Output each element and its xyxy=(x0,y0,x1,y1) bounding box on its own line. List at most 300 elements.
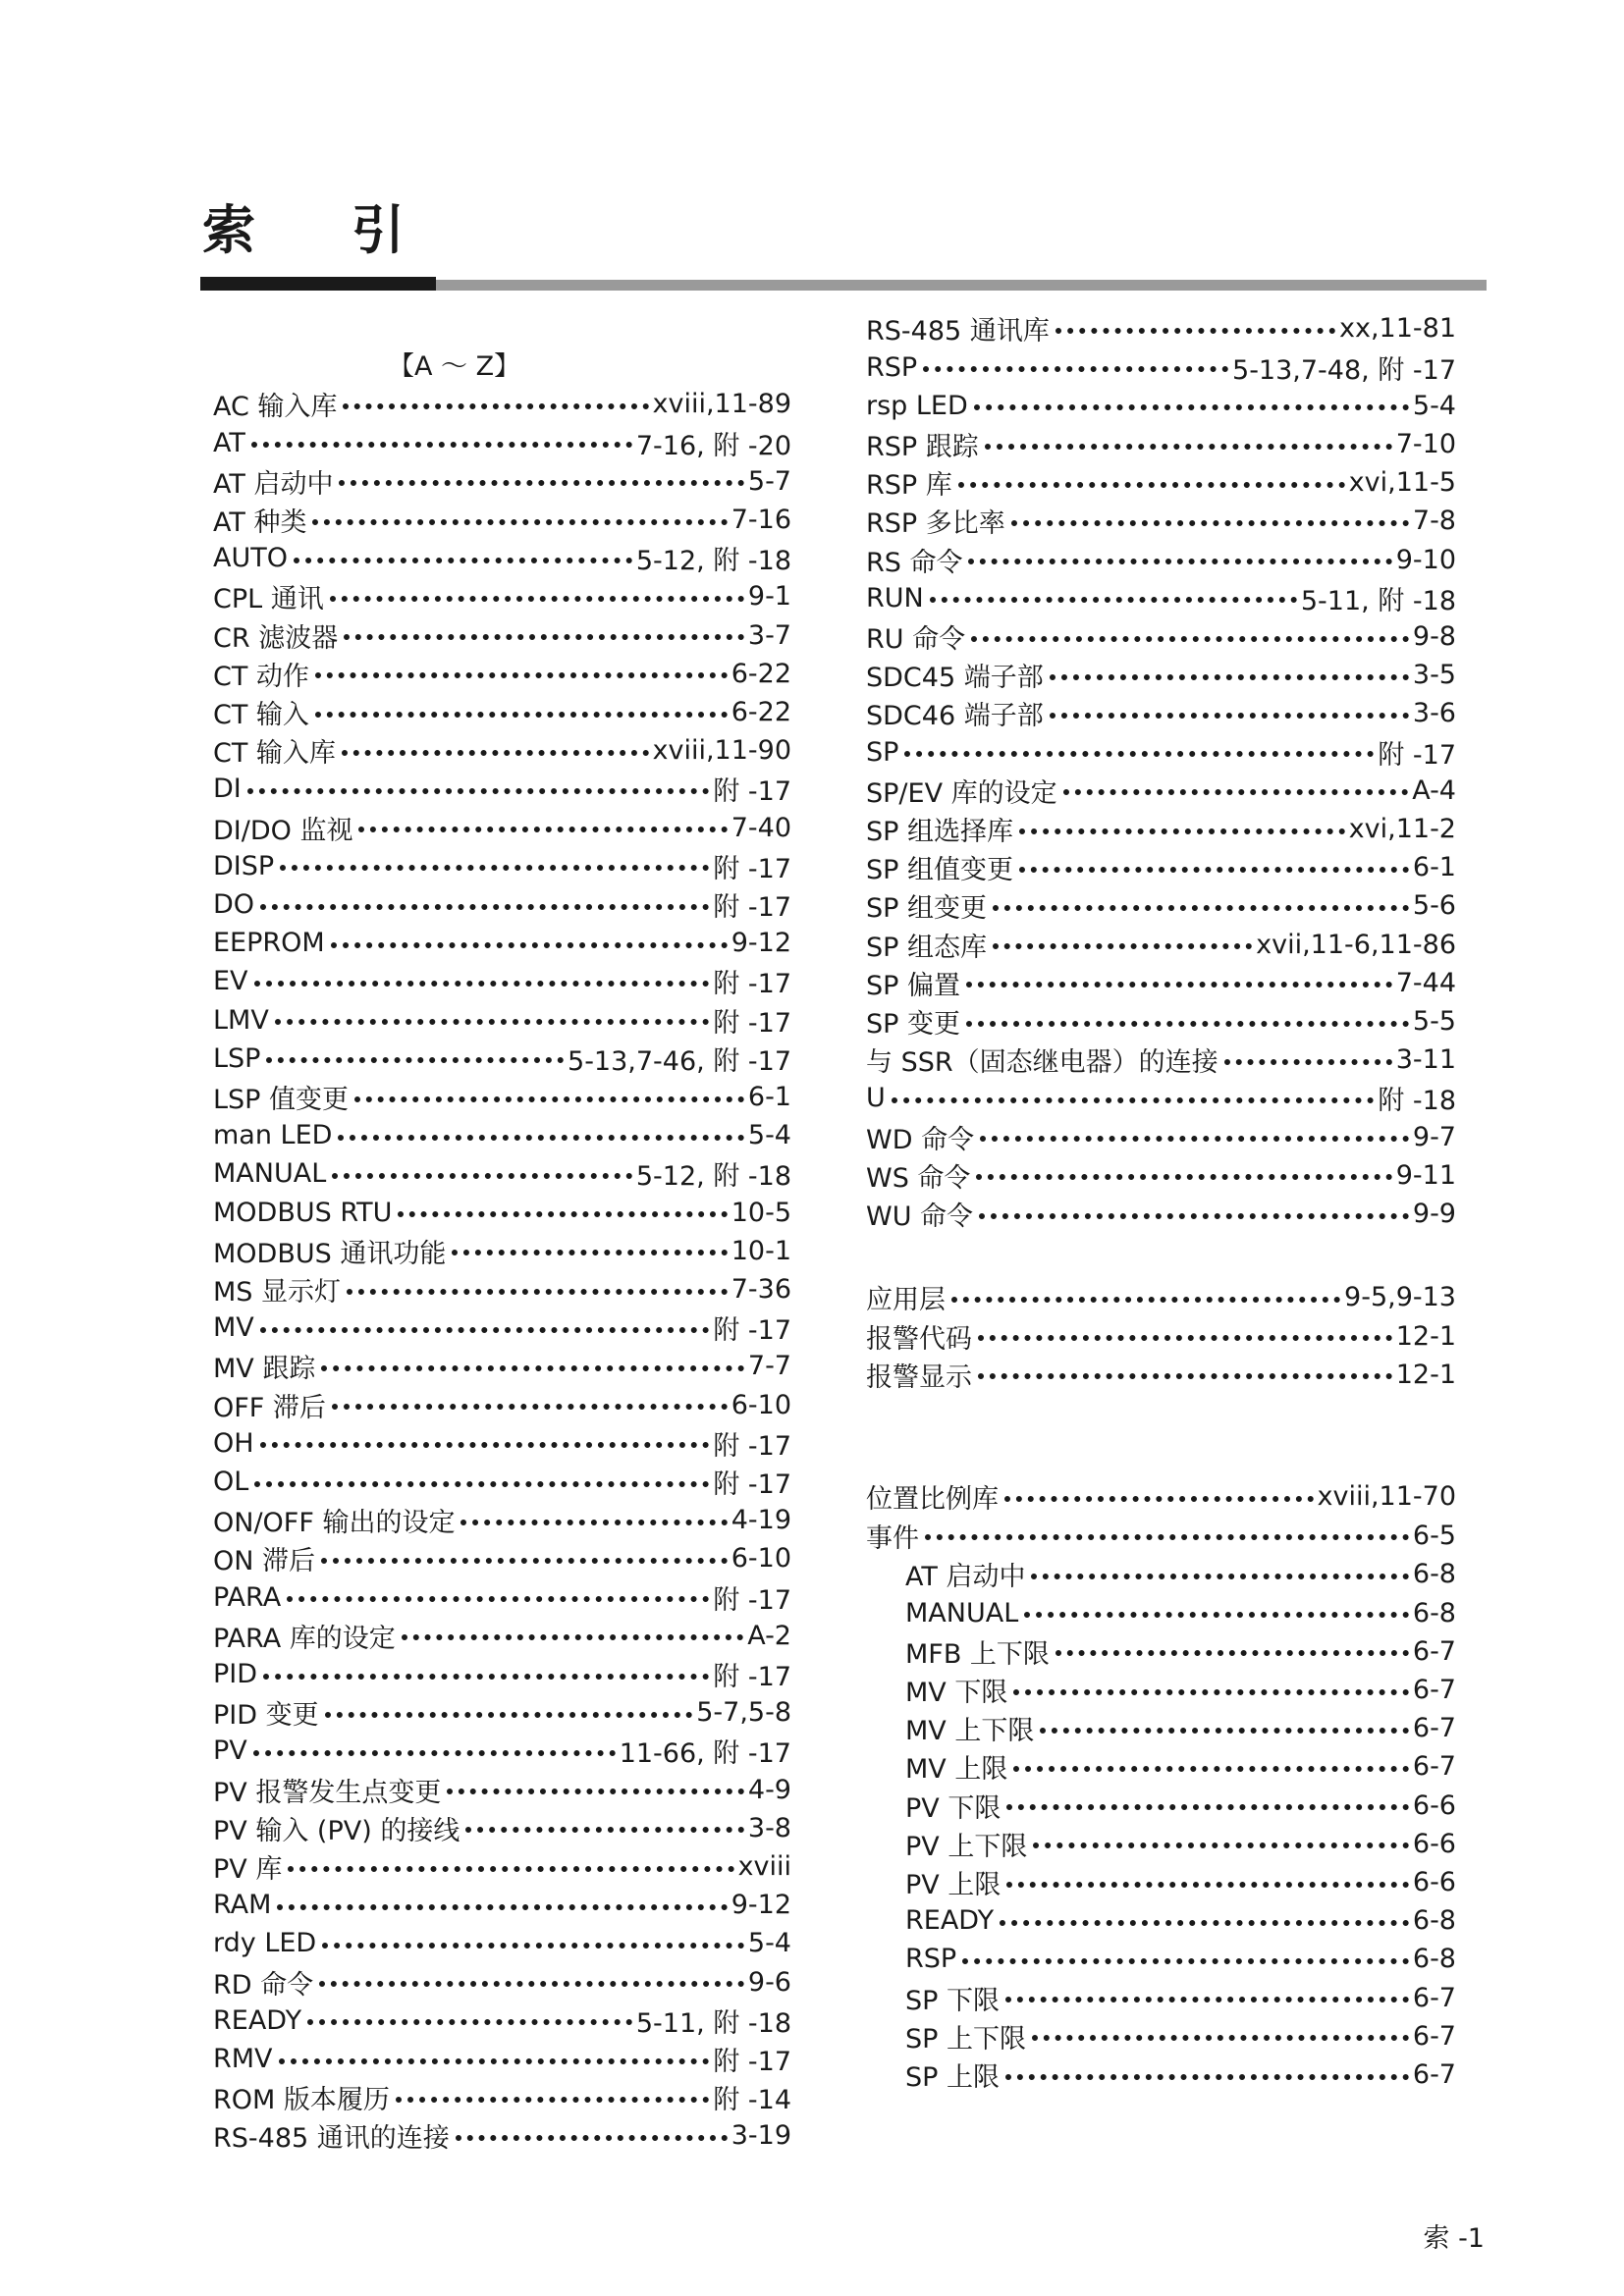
index-entry xyxy=(866,1002,1456,1041)
index-entry xyxy=(213,1308,791,1347)
index-term: MV 上下限 xyxy=(905,1716,1035,1747)
index-term: RMV xyxy=(213,2044,273,2075)
index-term: SP xyxy=(866,736,899,768)
dot-leader xyxy=(962,1958,1409,1964)
dot-leader xyxy=(339,480,743,486)
title-rule-gray xyxy=(436,280,1487,291)
index-page-ref: 9-5,9-13 xyxy=(1344,1282,1456,1313)
index-page-ref: 7-16 xyxy=(731,505,791,536)
index-entry xyxy=(213,847,791,885)
dot-leader xyxy=(968,559,1391,564)
index-term: AT 种类 xyxy=(213,507,307,539)
index-subentry xyxy=(866,1825,1456,1863)
index-page-ref: 附 -17 xyxy=(713,1469,791,1501)
index-term: SP 组选择库 xyxy=(866,817,1014,848)
dot-leader xyxy=(930,597,1297,603)
index-page-ref: A-4 xyxy=(1412,774,1456,806)
index-page-ref: xviii,11-90 xyxy=(652,735,791,767)
index-entry xyxy=(866,617,1456,656)
index-term: man LED xyxy=(213,1120,333,1151)
index-term: MANUAL xyxy=(905,1597,1019,1629)
dot-leader xyxy=(321,1558,728,1564)
dot-leader xyxy=(343,403,648,409)
index-entry xyxy=(213,1078,791,1116)
index-term: SP 上下限 xyxy=(905,2023,1027,2055)
dot-leader xyxy=(1019,828,1345,834)
index-entry xyxy=(213,1886,791,1924)
index-page-ref: 6-7 xyxy=(1412,1675,1456,1706)
dot-leader xyxy=(279,2058,710,2064)
index-page-ref: 9-10 xyxy=(1395,544,1456,575)
dot-leader xyxy=(347,1289,728,1295)
index-subentry xyxy=(866,1863,1456,1901)
dot-leader xyxy=(1024,1612,1409,1618)
dot-leader xyxy=(1000,1920,1409,1926)
index-entry xyxy=(213,1270,791,1308)
index-term: SP 组变更 xyxy=(866,893,988,925)
index-page-ref: 10-1 xyxy=(731,1235,791,1266)
index-page-ref: 5-13,7-48, 附 -17 xyxy=(1232,354,1456,386)
index-term: rsp LED xyxy=(866,390,968,421)
index-entry xyxy=(866,848,1456,886)
index-entry xyxy=(213,2040,791,2078)
dot-leader xyxy=(280,865,709,871)
dot-leader xyxy=(332,1173,632,1179)
index-entry xyxy=(213,462,791,501)
index-term: SP 组值变更 xyxy=(866,855,1014,886)
index-term: RS-485 通讯库 xyxy=(866,316,1050,347)
index-entry xyxy=(213,1771,791,1809)
index-subentry xyxy=(866,1747,1456,1786)
index-term: SP 组态库 xyxy=(866,932,988,963)
index-entry xyxy=(213,2116,791,2155)
dot-leader xyxy=(338,1135,743,1141)
dot-leader xyxy=(344,634,744,640)
index-page-ref: 9-1 xyxy=(747,581,791,613)
index-entry xyxy=(866,656,1456,694)
page-title: 索 引 xyxy=(202,199,426,261)
index-entry xyxy=(213,1809,791,1847)
index-page-ref: 7-40 xyxy=(731,812,791,843)
index-entry xyxy=(866,886,1456,925)
dot-leader xyxy=(904,751,1374,757)
index-entry xyxy=(213,1463,791,1501)
index-entry xyxy=(866,733,1456,772)
dot-leader xyxy=(978,1335,1392,1341)
dot-leader xyxy=(402,1634,743,1640)
index-term: rdy LED xyxy=(213,1928,317,1959)
dot-leader xyxy=(247,788,710,794)
index-subentry xyxy=(866,1555,1456,1593)
index-entry xyxy=(866,1517,1456,1555)
dot-leader xyxy=(319,1981,744,1987)
index-subentry xyxy=(866,1979,1456,2017)
index-page-ref: 附 -17 xyxy=(713,853,791,884)
index-page-ref: 9-12 xyxy=(731,1890,791,1921)
dot-leader xyxy=(358,827,727,832)
index-term: 与 SSR（固态继电器）的连接 xyxy=(866,1047,1218,1079)
dot-leader xyxy=(1056,1650,1409,1656)
dot-leader xyxy=(251,442,632,448)
index-entry xyxy=(866,1118,1456,1156)
index-page-ref: 9-9 xyxy=(1412,1199,1456,1230)
index-page-ref: 5-13,7-46, 附 -17 xyxy=(568,1045,791,1077)
index-term: PV 上限 xyxy=(905,1870,1001,1901)
dot-leader xyxy=(342,750,649,756)
dot-leader xyxy=(354,1096,744,1102)
index-entry xyxy=(213,2078,791,2116)
index-entry xyxy=(213,385,791,423)
index-entry xyxy=(866,541,1456,579)
index-entry xyxy=(866,810,1456,848)
dot-leader xyxy=(1005,2074,1409,2080)
index-term: RD 命令 xyxy=(213,1969,314,2001)
index-page-ref: 6-7 xyxy=(1412,1635,1456,1667)
index-term: AT xyxy=(213,427,245,458)
index-page-ref: 6-8 xyxy=(1412,1597,1456,1629)
dot-leader xyxy=(1032,2035,1409,2041)
index-subentry xyxy=(866,1632,1456,1671)
index-entry xyxy=(213,924,791,962)
dot-leader xyxy=(260,904,709,910)
dot-leader xyxy=(456,2135,728,2141)
dot-leader xyxy=(287,1596,709,1602)
index-term: PV 库 xyxy=(213,1854,283,1886)
index-term: MS 显示灯 xyxy=(213,1277,342,1308)
index-entry xyxy=(213,501,791,539)
index-subentry xyxy=(866,2017,1456,2056)
dot-leader xyxy=(452,1250,727,1255)
index-page-ref: 6-8 xyxy=(1412,1944,1456,1975)
index-page-ref: 12-1 xyxy=(1395,1320,1456,1352)
index-page-ref: 4-9 xyxy=(747,1774,791,1805)
index-term: PID 变更 xyxy=(213,1700,319,1732)
index-term: AT 启动中 xyxy=(213,468,334,500)
index-entry xyxy=(213,1693,791,1732)
index-page-ref: 附 -18 xyxy=(1378,1086,1456,1117)
index-term: WD 命令 xyxy=(866,1124,975,1155)
index-term: MV 下限 xyxy=(905,1678,1008,1709)
index-page-ref: 附 -17 xyxy=(713,2047,791,2078)
index-term: U xyxy=(866,1083,886,1114)
index-entry xyxy=(213,1963,791,2002)
dot-leader xyxy=(315,712,728,718)
index-entry xyxy=(866,1041,1456,1079)
index-entry xyxy=(213,1924,791,1962)
index-term: ON/OFF 输出的设定 xyxy=(213,1508,456,1539)
dot-leader xyxy=(315,672,728,678)
index-entry xyxy=(866,348,1456,387)
index-page-ref: 6-22 xyxy=(731,658,791,689)
index-page-ref: xvi,11-5 xyxy=(1348,467,1456,499)
dot-leader xyxy=(1040,1728,1409,1734)
index-entry xyxy=(213,885,791,924)
dot-leader xyxy=(260,1327,710,1333)
dot-leader xyxy=(979,1213,1409,1219)
index-term: MV xyxy=(213,1312,254,1344)
dot-leader xyxy=(892,1097,1375,1103)
dot-leader xyxy=(976,1174,1391,1180)
index-term: RU 命令 xyxy=(866,624,966,656)
dot-leader xyxy=(312,519,727,525)
index-term: LSP 值变更 xyxy=(213,1085,350,1116)
dot-leader xyxy=(923,366,1228,372)
index-term: RSP 库 xyxy=(866,470,952,502)
dot-leader xyxy=(974,404,1409,410)
index-term: ON 滞后 xyxy=(213,1546,316,1577)
index-page-ref: 5-4 xyxy=(747,1120,791,1151)
dot-leader xyxy=(966,982,1392,988)
index-entry xyxy=(213,1194,791,1232)
index-page-ref: 5-12, 附 -18 xyxy=(635,546,791,577)
index-entry xyxy=(213,616,791,655)
dot-leader xyxy=(971,636,1409,642)
dot-leader xyxy=(294,558,632,563)
index-entry xyxy=(866,1356,1456,1394)
index-term: AUTO xyxy=(213,543,288,574)
index-term: RSP xyxy=(905,1944,957,1975)
index-page-ref: 11-66, 附 -17 xyxy=(619,1738,791,1770)
index-term: DISP xyxy=(213,850,275,881)
index-entry xyxy=(866,926,1456,964)
index-term: CR 滤波器 xyxy=(213,622,339,654)
index-term: 报警显示 xyxy=(866,1362,972,1393)
index-page-ref: 5-11, 附 -18 xyxy=(1300,585,1456,616)
dot-leader xyxy=(460,1520,727,1525)
index-subentry xyxy=(866,1787,1456,1825)
index-page-ref: 附 -17 xyxy=(713,776,791,808)
index-entry xyxy=(213,770,791,808)
index-page-ref: 7-10 xyxy=(1395,429,1456,460)
index-term: PV 上下限 xyxy=(905,1831,1028,1862)
index-page-ref: 附 -17 xyxy=(713,1430,791,1462)
index-entry xyxy=(866,1156,1456,1195)
index-entry xyxy=(213,655,791,693)
dot-leader xyxy=(925,1534,1409,1540)
index-entry xyxy=(866,1278,1456,1316)
index-term: DO xyxy=(213,889,255,921)
index-page-ref: 5-4 xyxy=(747,1928,791,1959)
index-entry xyxy=(866,964,1456,1002)
title-rule-dark xyxy=(200,277,436,291)
index-term: MODBUS RTU xyxy=(213,1197,393,1228)
index-page-ref: 6-1 xyxy=(747,1082,791,1113)
index-term: PV 报警发生点变更 xyxy=(213,1777,442,1808)
index-term: WU 命令 xyxy=(866,1201,974,1233)
index-term: CT 输入 xyxy=(213,700,309,731)
index-page-ref: 7-44 xyxy=(1395,967,1456,998)
index-page-ref: 附 -17 xyxy=(713,1315,791,1347)
index-page-ref: 9-6 xyxy=(747,1966,791,1998)
dot-leader xyxy=(966,1021,1409,1027)
index-page-ref: 6-8 xyxy=(1412,1559,1456,1590)
index-page-ref: 6-1 xyxy=(1412,852,1456,883)
index-page-ref: 6-8 xyxy=(1412,1905,1456,1937)
index-page-ref: 3-6 xyxy=(1412,698,1456,729)
index-page-ref: 3-19 xyxy=(731,2120,791,2152)
index-page-ref: 6-6 xyxy=(1412,1828,1456,1859)
index-term: RSP 多比率 xyxy=(866,508,1005,540)
index-term: SP/EV 库的设定 xyxy=(866,777,1057,809)
dot-leader xyxy=(253,1750,616,1756)
index-page-ref: 6-10 xyxy=(731,1543,791,1575)
dot-leader xyxy=(951,1297,1340,1303)
dot-leader xyxy=(447,1789,744,1794)
index-page-ref: 7-7 xyxy=(747,1351,791,1382)
dot-leader xyxy=(1011,520,1409,526)
index-page-ref: 12-1 xyxy=(1395,1359,1456,1390)
dot-leader xyxy=(331,942,728,948)
index-term: ROM 版本履历 xyxy=(213,2085,390,2116)
dot-leader xyxy=(980,1136,1409,1142)
dot-leader xyxy=(398,1211,727,1217)
index-entry xyxy=(213,1578,791,1617)
dot-leader xyxy=(1004,1496,1314,1502)
dot-leader xyxy=(1005,1997,1409,2002)
index-page-ref: 5-5 xyxy=(1412,1006,1456,1038)
index-entry xyxy=(213,1539,791,1577)
index-term: 报警代码 xyxy=(866,1323,972,1355)
dot-leader xyxy=(993,943,1252,949)
dot-leader xyxy=(325,1712,693,1718)
index-entry xyxy=(866,463,1456,502)
index-subentry xyxy=(866,1940,1456,1978)
index-page-ref: 5-11, 附 -18 xyxy=(635,2007,791,2039)
index-term: CT 动作 xyxy=(213,661,309,692)
index-entry xyxy=(866,1079,1456,1117)
index-subentry xyxy=(866,1709,1456,1747)
index-entry xyxy=(213,1040,791,1078)
index-entry xyxy=(213,424,791,462)
index-page-ref: 6-10 xyxy=(731,1389,791,1420)
index-page-ref: 5-12, 附 -18 xyxy=(635,1161,791,1193)
index-term: SP 上限 xyxy=(905,2062,1001,2094)
index-page-ref: 附 -17 xyxy=(713,969,791,1000)
dot-leader xyxy=(321,1365,744,1371)
dot-leader xyxy=(1056,328,1335,334)
index-page-ref: 3-8 xyxy=(747,1812,791,1843)
index-entry xyxy=(213,1347,791,1385)
index-entry xyxy=(866,579,1456,617)
index-subentry xyxy=(866,1901,1456,1940)
index-page-ref: 6-7 xyxy=(1412,1713,1456,1744)
dot-leader xyxy=(266,1057,564,1063)
index-entry xyxy=(213,809,791,847)
dot-leader xyxy=(275,1019,710,1025)
index-term: RUN xyxy=(866,582,924,614)
index-term: MANUAL xyxy=(213,1158,327,1190)
dot-leader xyxy=(1033,1842,1409,1848)
index-term: LMV xyxy=(213,1004,269,1036)
index-entry xyxy=(866,425,1456,463)
index-entry xyxy=(213,1732,791,1770)
index-entry xyxy=(213,1116,791,1154)
index-entry xyxy=(213,577,791,615)
index-entry xyxy=(866,694,1456,732)
index-term: 应用层 xyxy=(866,1285,946,1316)
index-page-ref: 附 -17 xyxy=(713,1584,791,1616)
index-page-ref: 附 -17 xyxy=(713,1662,791,1693)
index-term: PARA 库的设定 xyxy=(213,1623,396,1654)
index-term: SP 下限 xyxy=(905,1985,1001,2016)
index-term: PV xyxy=(213,1735,247,1767)
dot-leader xyxy=(254,981,710,987)
dot-leader xyxy=(1006,1882,1409,1888)
index-page-ref: 4-19 xyxy=(731,1505,791,1536)
index-term: AC 输入库 xyxy=(213,392,338,423)
index-subentry xyxy=(866,2056,1456,2094)
dot-leader xyxy=(396,2097,709,2103)
index-entry xyxy=(866,387,1456,425)
index-page-ref: 5-6 xyxy=(1412,890,1456,922)
dot-leader xyxy=(254,1481,709,1487)
index-page-ref: 3-11 xyxy=(1395,1044,1456,1076)
index-term: DI/DO 监视 xyxy=(213,815,353,846)
index-page-ref: 附 -14 xyxy=(713,2085,791,2116)
index-term: READY xyxy=(905,1905,995,1937)
index-page-ref: 附 -17 xyxy=(713,1007,791,1039)
index-term: WS 命令 xyxy=(866,1162,971,1194)
index-term: PARA xyxy=(213,1581,282,1613)
index-entry xyxy=(213,1617,791,1655)
index-entry xyxy=(866,772,1456,810)
dot-leader xyxy=(993,905,1409,911)
index-page-ref: 6-7 xyxy=(1412,2059,1456,2091)
index-term: PV 输入 (PV) 的接线 xyxy=(213,1815,460,1846)
index-page-ref: xviii,11-89 xyxy=(652,389,791,420)
index-term: PV 下限 xyxy=(905,1792,1001,1824)
index-page-ref: 5-4 xyxy=(1412,390,1456,421)
dot-leader xyxy=(1063,789,1409,795)
index-entry xyxy=(213,2002,791,2040)
index-entry xyxy=(866,1317,1456,1356)
index-page-ref: 6-7 xyxy=(1412,1982,1456,2013)
index-page-ref: 附 -17 xyxy=(1378,739,1456,771)
index-term: 位置比例库 xyxy=(866,1484,999,1516)
index-term: READY xyxy=(213,2004,302,2036)
index-page-ref: 6-6 xyxy=(1412,1789,1456,1821)
index-page-ref: xviii xyxy=(737,1851,791,1883)
index-term: SDC45 端子部 xyxy=(866,663,1044,694)
index-page-ref: 10-5 xyxy=(731,1197,791,1228)
index-entry xyxy=(213,962,791,1000)
index-term: MV 上限 xyxy=(905,1754,1008,1786)
index-page-ref: 9-8 xyxy=(1412,621,1456,653)
index-term: CPL 通讯 xyxy=(213,584,324,615)
dot-leader xyxy=(1006,1804,1409,1810)
index-page-ref: 9-12 xyxy=(731,928,791,959)
index-entry xyxy=(213,1424,791,1463)
index-page-ref: 7-8 xyxy=(1412,506,1456,537)
index-page-ref: 6-7 xyxy=(1412,1751,1456,1783)
dot-leader xyxy=(332,1404,728,1410)
dot-leader xyxy=(330,596,744,602)
index-entry xyxy=(213,1655,791,1693)
dot-leader xyxy=(1224,1059,1392,1065)
index-entry xyxy=(213,1386,791,1424)
index-page-ref: 5-7 xyxy=(747,465,791,497)
index-page-ref: xvi,11-2 xyxy=(1348,814,1456,845)
index-term: LSP xyxy=(213,1042,261,1074)
index-subentry xyxy=(866,1671,1456,1709)
index-page-ref: 9-11 xyxy=(1395,1159,1456,1191)
index-page-ref: 7-16, 附 -20 xyxy=(635,430,791,461)
index-term: RSP 跟踪 xyxy=(866,432,979,463)
index-entry xyxy=(866,1195,1456,1233)
index-page-ref: A-2 xyxy=(747,1620,791,1651)
index-term: CT 输入库 xyxy=(213,738,336,770)
dot-leader xyxy=(1019,867,1409,873)
